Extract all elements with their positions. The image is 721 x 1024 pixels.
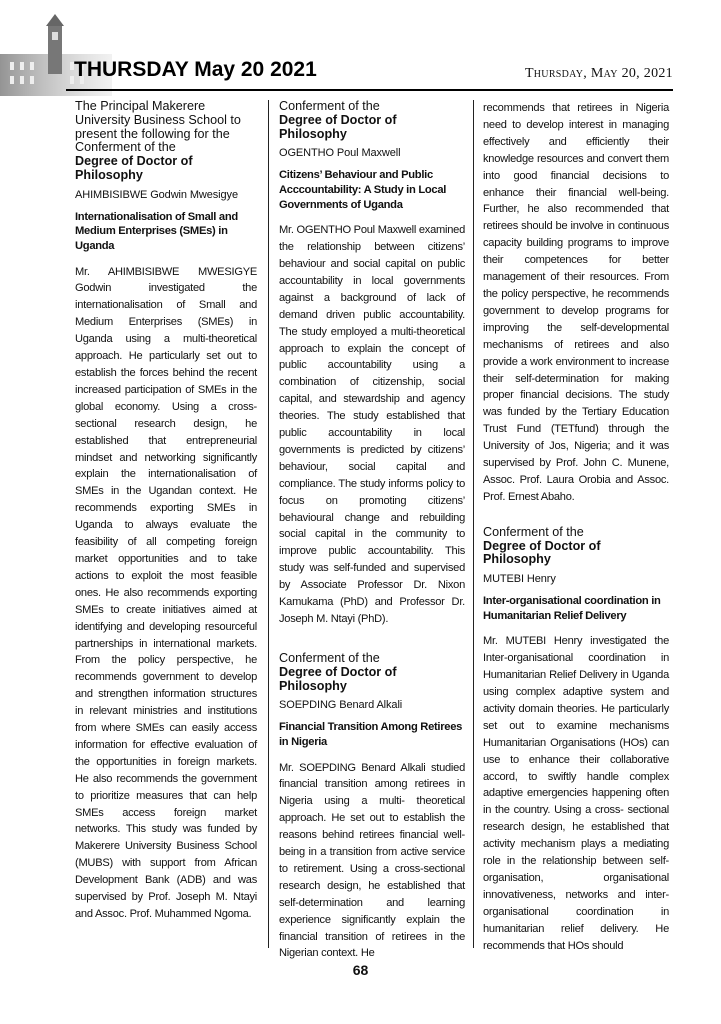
candidate-name: MUTEBI Henry [483,573,556,586]
column-divider [473,100,474,948]
thesis-title: Inter-organisational coordination in Humanitarian Relief Delivery [483,595,661,622]
abstract-text: Mr. AHIMBISIBWE MWESIGYE Godwin investigated the internationalisation of Small and Medium Enterprises (SMEs) in Uganda using a multi-theoretical approach. He particularly set out to establish the forces behind the recent increased participation of SMEs in the global economy. Using a cross- sectional research design, he established that entrepreneurial mindset and networking significantly explain the internationalisation of SMEs in the Ugandan context. He recommends exporting SMEs in Uganda to always evaluate the feasibility of all competing foreign market opportunities and to take actions to exploit the most feasible ones. He also recommends exporting SMEs to create initiatives aimed at identifying and developing resourceful partnerships in international markets. From the policy perspective, he recommends government to develop and strengthen information structures in relevant ministries and institutions from where SMEs can easily access information for effective evaluation of the opportunities in foreign markets. He also recommends the government to prioritize measures that can help SMEs access foreign market networks. This study was funded by Makerere University Business School (MUBS) with support from African Development Bank (ADB) and was supervised by Prof. Joseph M. Ntayi and Assoc. Prof. Muhammed Ngoma. [75,265,257,920]
university-building-icon [0,14,112,96]
abstract-text: Mr. SOEPDING Benard Alkali studied financial transition among retirees in Nigeria using a multi- theoretical approach. He set out to establish the reasons behind retirees financial well-being in a transition from active service to retirement. Using a cross-sectional research design, he established that self-determination and learning experience significantly explain the financial transition of retirees in the Nigerian context. He [279,761,465,960]
masthead [0,0,721,96]
candidate-name: AHIMBISIBWE Godwin Mwesigye [75,188,238,201]
candidate-name: SOEPDING Benard Alkali [279,699,403,712]
degree-title: Degree of Doctor of Philosophy [75,154,193,182]
thesis-title: Financial Transition Among Retirees in Nigeria [279,721,463,748]
thesis-title: Citizens’ Behaviour and Public Acccountability: A Study in Local Governments of Uganda [279,169,447,211]
thesis-title: Internationalisation of Small and Medium Enterprises (SMEs) in Uganda [75,210,238,252]
abstract-text: Mr. OGENTHO Poul Maxwell examined the relationship between citizens’ behaviour and social capital on public accountability in local governments against a background of lack of demand driven public accountability. The study employed a multi-theoretical approach to explain the concept of public accountability using a combination of citizenship, social capital, and stewardship and agency theories. The study established that public accountability in local governments is predicted by citizens’ behaviour, social capital and compliance. The study informs policy to focus on promoting citizens’ behavioural change and rebuilding social capital in the community to improve public accountability. This study was self-funded and supervised by Associate Professor Dr. Nixon Kamukama (PhD) and Professor Dr. Joseph M. Ntayi (PhD). [279,224,465,626]
header-rule [66,89,673,91]
abstract-text-continued: recommends that retirees in Nigeria need to develop interest in managing effectively and efficiently their knowledge resources and convert them into good financial decisions to enhance their financial well-being. Further, he also recommended that retirees should be involve in continuous capacity building programs to improve their competences for better management of their resources. From the policy perspective, he recommends government to develop programs for improving the self-developmental mechanisms of retirees and also provide a work environment to increase their self-determination for making proper financial decisions. The study was funded by the Tertiary Education Trust Fund (TETfund) through the University of Jos, Nigeria; and it was supervised by Prof. John C. Munene, Assoc. Prof. Laura Orobia and Assoc. Prof. Ernest Abaho. [483,102,669,503]
column-1 [75,100,257,923]
abstract-text: Mr. MUTEBI Henry investigated the Inter-organisational coordination in Humanitarian Relief Delivery in Uganda using complex adaptive system and activity domain theories. He particularly set out to examine mechanisms Humanitarian Organisations (HOs) can use to enhance their collaborative accord, to swiftly handle complex adaptive emergencies happening often in the country. Using a cross- sectional research design, he established that activity mechanism plays a mediating role in the relationship between self-organisation, organisational innovativeness, networks and inter-organisational coordination in humanitarian relief delivery. He recommends that HOs should [483,635,669,952]
degree-title: Degree of Doctor of Philosophy [279,664,397,693]
conferment-label: Conferment of the [483,524,584,539]
conferment-label: Conferment of the [75,140,176,155]
running-header-date: Thursday, May 20, 2021 [524,66,673,81]
masthead-date: THURSDAY May 20 2021 [74,58,317,81]
conferment-label: Conferment of the [279,99,380,113]
column-2 [279,100,465,962]
candidate-name: OGENTHO Poul Maxwell [279,147,401,160]
conferment-label: Conferment of the [279,650,380,665]
degree-title: Degree of Doctor of Philosophy [483,538,601,567]
column-3 [483,100,669,955]
column-divider [268,100,269,948]
degree-title: Degree of Doctor of Philosophy [279,112,397,141]
page-number: 68 [352,962,369,978]
intro-text: The Principal Makerere University Business School to present the following for the [75,99,241,141]
